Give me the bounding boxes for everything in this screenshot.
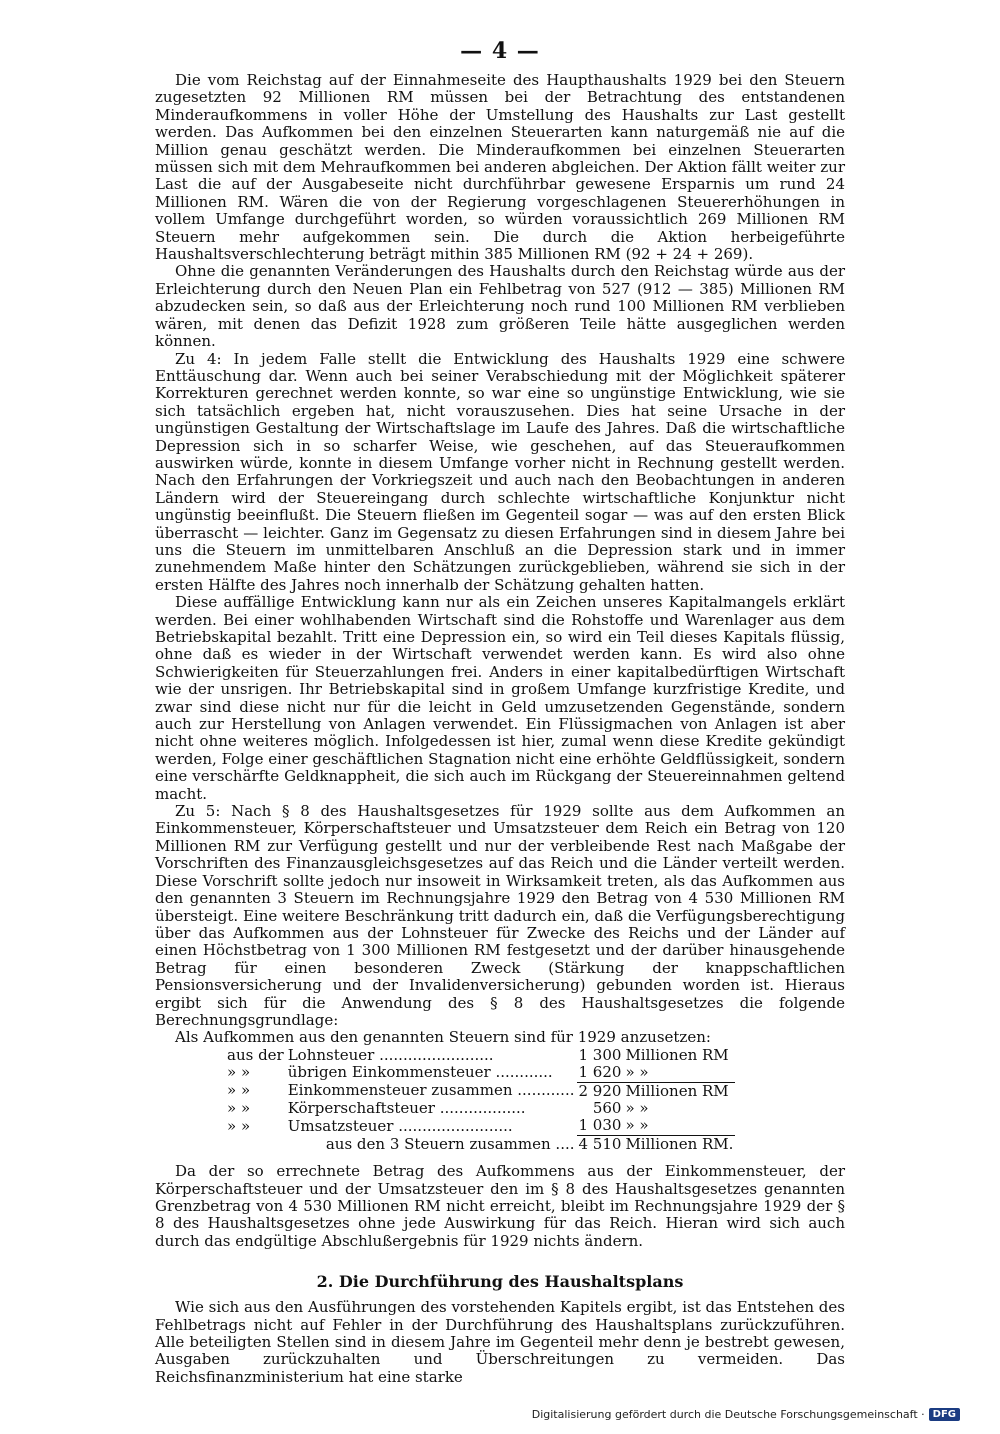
table-row (225, 1064, 735, 1082)
row-prefix: aus der (227, 1045, 284, 1064)
footer-text: Digitalisierung gefördert durch die Deutsche Forschungsgemeinschaft · (531, 1408, 925, 1421)
row-amount: 1 030 (578, 1116, 622, 1135)
dfg-logo-icon: DFG (929, 1408, 960, 1421)
row-amount: 560 (592, 1098, 622, 1117)
row-prefix: » » (227, 1098, 251, 1117)
row-prefix: » » (227, 1116, 251, 1135)
table-row (225, 1100, 735, 1117)
table-row (225, 1082, 735, 1100)
table-row (225, 1117, 735, 1135)
row-unit: » » (625, 1098, 649, 1117)
row-amount: 4 510 (578, 1134, 622, 1153)
document-body (155, 72, 845, 1386)
paragraph: Zu 5: Nach § 8 des Haushaltsgesetzes für 1929 sollte aus dem Aufkommen an Einkommensteuer, Körperschaftsteuer und Umsatzsteuer dem Reich ein Betrag von 120 Millionen RM zur Verfügung gestellt und nur der verbleibende Rest nach Maßgabe der Vorschriften des Finanzausgleichsgesetzes auf das Reich und die Länder verteilt werden. Diese Vorschrift sollte jedoch nur insoweit in Wirksamkeit treten, als das Aufkommen aus den genannten 3 Steuern im Rechnungsjahre 1929 den Betrag von 4 530 Millionen RM übersteigt. Eine weitere Beschränkung tritt dadurch ein, daß die Verfügungsberechtigung über das Aufkommen aus der Lohnsteuer für Zwecke des Reichs und der Länder auf einen Höchstbetrag von 1 300 Millionen RM festgesetzt und der darüber hinausgehende Betrag für einen besonderen Zweck (Stärkung der knappschaftlichen Pensionsversicherung und der Invalidenversicherung) gebunden worden ist. Hieraus ergibt sich für die Anwendung des § 8 des Haushaltsgesetzes die folgende Berechnungsgrundlage: (155, 802, 845, 1029)
paragraph: Da der so errechnete Betrag des Aufkommens aus der Einkommensteuer, der Körperschaftsteuer und der Umsatzsteuer den im § 8 des Haushaltsgesetzes genannten Grenzbetrag von 4 530 Millionen RM nicht erreicht, bleibt im Rechnungsjahre 1929 der § 8 des Haushaltsgesetzes ohne jede Auswirkung für das Reich. Hieran wird sich auch durch das endgültige Abschlußergebnis für 1929 nichts ändern. (155, 1162, 845, 1250)
digitization-footer (532, 1408, 960, 1421)
row-label: Lohnsteuer ........................ (287, 1045, 494, 1064)
paragraph: Die vom Reichstag auf der Einnahmeseite des Haupthaushalts 1929 bei den Steuern zugesetzten 92 Millionen RM müssen bei der Betrachtung des entstandenen Minderaufkommens in voller Höhe der Umstellung des Haushalts zur Last gestellt werden. Das Aufkommen bei den einzelnen Steuerarten kann naturgemäß nie auf die Million genau geschätzt werden. Die Minderaufkommen bei einzelnen Steuerarten müssen sich mit dem Mehraufkommen bei anderen abgleichen. Der Aktion fällt weiter zur Last die auf der Ausgabeseite nicht durchführbar gewesene Ersparnis um rund 24 Millionen RM. Wären die von der Regierung vorgeschlagenen Steuererhöhungen in vollem Umfange durchgeführt worden, so würden voraussichtlich 269 Millionen RM Steuern mehr aufgekommen sein. Die durch die Aktion herbeigeführte Haushaltsverschlechterung beträgt mithin 385 Millionen RM (92 + 24 + 269). (155, 71, 845, 264)
row-label: übrigen Einkommensteuer ............ (287, 1063, 553, 1082)
row-prefix: » » (227, 1081, 251, 1100)
row-unit: » » (625, 1116, 649, 1135)
paragraph: Ohne die genannten Veränderungen des Haushalts durch den Reichstag würde aus der Erleichterung durch den Neuen Plan ein Fehlbetrag von 527 (912 — 385) Millionen RM abzudecken sein, so daß aus der Erleichterung noch rund 100 Millionen RM verblieben wären, mit denen das Defizit 1928 zum größeren Teile hätte ausgeglichen werden können. (155, 262, 845, 351)
row-label: Umsatzsteuer ........................ (287, 1116, 513, 1135)
paragraph: Diese auffällige Entwicklung kann nur als ein Zeichen unseres Kapitalmangels erklärt werden. Bei einer wohlhabenden Wirtschaft sind die Rohstoffe und Warenlager aus dem Betriebskapital bezahlt. Tritt eine Depression ein, so wird ein Teil dieses Kapitals flüssig, ohne daß es wieder in der Wirtschaft verwendet werden kann. Es wird also ohne Schwierigkeiten für Steuerzahlungen frei. Anders in einer kapitalbedürftigen Wirtschaft wie der unsrigen. Ihr Betriebskapital sind in großem Umfange kurzfristige Kredite, und zwar sind diese nicht nur für die leicht in Geld umzusetzenden Gegenstände, sondern auch zur Herstellung von Anlagen verwendet. Ein Flüssigmachen von Anlagen ist aber nicht ohne weiteres möglich. Infolgedessen ist hier, zumal wenn diese Kredite gekündigt werden, Folge einer geschäftlichen Stagnation nicht eine erhöhte Geldflüssigkeit, sondern eine verschärfte Geldknappheit, die sich auch im Rückgang der Steuereinnahmen geltend macht. (155, 593, 845, 803)
table-row (225, 1047, 735, 1064)
row-prefix (225, 1135, 286, 1153)
page-number: — 4 — (460, 38, 540, 64)
table-row (225, 1135, 735, 1153)
row-label: aus den 3 Steuern zusammen .... (325, 1134, 575, 1153)
row-unit: » » (625, 1063, 649, 1082)
row-unit: Millionen RM (625, 1045, 729, 1064)
paragraph: Zu 4: In jedem Falle stellt die Entwicklung des Haushalts 1929 eine schwere Enttäuschung dar. Wenn auch bei seiner Verabschiedung mit der Möglichkeit späterer Korrekturen gerechnet werden konnte, so war eine so ungünstige Entwicklung, wie sie sich tatsächlich ergeben hat, nicht vorauszusehen. Dies hat seine Ursache in der ungünstigen Gestaltung der Wirtschaftslage im Laufe des Jahres. Daß die wirtschaftliche Depression sich in so scharfer Weise, wie geschehen, auf das Steueraufkommen auswirken würde, konnte in diesem Umfange vorher nicht in Rechnung gestellt werden. Nach den Erfahrungen der Vorkriegszeit und auch nach den Beobachtungen in anderen Ländern wird der Steuereingang durch schlechte wirtschaftliche Konjunktur nicht ungünstig beeinflußt. Die Steuern fließen im Gegenteil sogar — was auf den ersten Blick überrascht — leichter. Ganz im Gegensatz zu diesen Erfahrungen sind in diesem Jahre bei uns die Steuern im unmittelbaren Anschluß an die Depression stark und in immer zunehmendem Maße hinter den Schätzungen zurückgeblieben, während sie sich in der ersten Hälfte des Jahres noch innerhalb der Schätzung gehalten hatten. (155, 349, 845, 594)
row-unit: Millionen RM. (625, 1134, 734, 1153)
row-label: Einkommensteuer zusammen ............ (287, 1081, 575, 1100)
calculation-block (155, 1029, 845, 1153)
row-amount: 1 300 (578, 1045, 622, 1064)
section-heading: 2. Die Durchführung des Haushaltsplans (316, 1272, 684, 1292)
row-unit: Millionen RM (623, 1082, 735, 1100)
row-amount: 2 920 (578, 1081, 622, 1100)
row-amount: 1 620 (578, 1063, 622, 1082)
calculation-intro: Als Aufkommen aus den genannten Steuern sind für 1929 anzusetzen: (175, 1028, 711, 1047)
paragraph: Wie sich aus den Ausführungen des vorstehenden Kapitels ergibt, ist das Entstehen des Fehlbetrags nicht auf Fehler in der Durchführung des Haushaltsplans zurückzuführen. Alle beteiligten Stellen sind in diesem Jahre im Gegenteil mehr denn je bestrebt gewesen, Ausgaben zurückzuhalten und Überschreitungen zu vermeiden. Das Reichsfinanzministerium hat eine starke (155, 1298, 845, 1386)
row-prefix: » » (227, 1063, 251, 1082)
row-label: Körperschaftsteuer .................. (287, 1098, 526, 1117)
calculation-table (225, 1047, 735, 1153)
